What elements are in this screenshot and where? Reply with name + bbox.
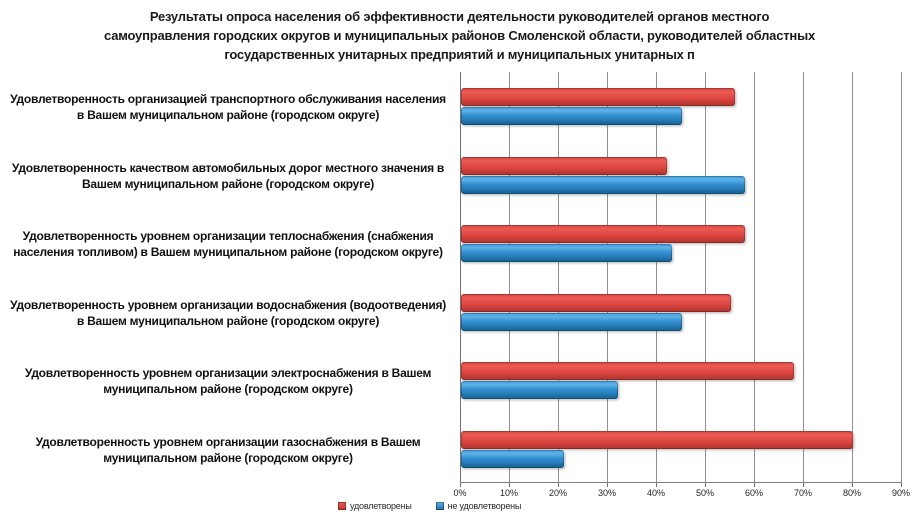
category-label: Удовлетворенность организацией транспортного обслуживания населения в Вашем муниципальном районе (городском округе) [10, 91, 446, 122]
bar-satisfied [461, 294, 731, 312]
gridline [558, 72, 559, 483]
legend-label: не удовлетворены [447, 501, 522, 511]
x-axis-tick-mark [754, 483, 755, 487]
bar-satisfied [461, 362, 794, 380]
bar-unsatisfied [461, 381, 618, 399]
chart-title-line-1: Результаты опроса населения об эффективности деятельности руководителей органов местного [149, 9, 770, 24]
gridline [656, 72, 657, 483]
x-axis-tick-mark [705, 483, 706, 487]
x-axis-tick-mark [607, 483, 608, 487]
category-label: Удовлетворенность уровнем организации газоснабжения в Вашем муниципальном районе (городском округе) [35, 434, 421, 465]
category-label: Удовлетворенность уровнем организации теплоснабжения (снабжения населения топливом) в Вашем муниципальном районе (городском округе) [13, 228, 443, 259]
x-tick-label: 60% [744, 488, 763, 498]
x-tick-label: 0% [453, 488, 467, 498]
bar-unsatisfied [461, 313, 682, 331]
x-axis-tick-mark [901, 483, 902, 487]
legend [338, 501, 521, 511]
gridline [754, 72, 755, 483]
category-label: Удовлетворенность уровнем организации электроснабжения в Вашем муниципальном районе (городском округе) [24, 365, 432, 396]
legend-item [338, 501, 412, 511]
x-axis-tick-mark [509, 483, 510, 487]
x-axis-tick-mark [558, 483, 559, 487]
category-label: Удовлетворенность качеством автомобильных дорог местного значения в Вашем муниципальном районе (городском округе) [11, 160, 445, 191]
x-axis-tick-mark [460, 483, 461, 487]
bar-satisfied [461, 157, 667, 175]
bar-unsatisfied [461, 107, 682, 125]
x-axis-tick-labels [0, 488, 919, 500]
category-label: Удовлетворенность уровнем организации водоснабжения (водоотведения) в Вашем муниципальном районе (городском округе) [10, 297, 446, 328]
x-tick-label: 20% [548, 488, 567, 498]
category-labels-column [0, 72, 456, 483]
x-tick-label: 30% [597, 488, 616, 498]
x-axis-tick-mark [803, 483, 804, 487]
x-tick-label: 80% [842, 488, 861, 498]
chart-title-line-2: самоуправления городских округов и муниципальных районов Смоленской области, руководителей областных [104, 28, 815, 43]
gridline [705, 72, 706, 483]
bar-satisfied [461, 225, 745, 243]
legend-swatch-unsatisfied [436, 502, 444, 510]
chart-title-line-3: государственных унитарных предприятий и муниципальных унитарных п [224, 47, 695, 62]
x-tick-label: 90% [891, 488, 910, 498]
legend-swatch-satisfied [338, 502, 346, 510]
x-axis-tick-mark [852, 483, 853, 487]
gridline [607, 72, 608, 483]
y-axis-line [460, 72, 461, 483]
gridline [803, 72, 804, 483]
bar-unsatisfied [461, 244, 672, 262]
x-tick-label: 40% [646, 488, 665, 498]
legend-label: удовлетворены [350, 501, 412, 511]
bar-satisfied [461, 431, 853, 449]
legend-item [436, 501, 522, 511]
bar-unsatisfied [461, 176, 745, 194]
bar-satisfied [461, 88, 735, 106]
gridline [852, 72, 853, 483]
plot-area [460, 72, 902, 483]
x-axis-tick-mark [656, 483, 657, 487]
x-tick-label: 10% [499, 488, 518, 498]
gridline [509, 72, 510, 483]
bar-unsatisfied [461, 450, 564, 468]
chart-title [0, 7, 919, 64]
x-tick-label: 70% [793, 488, 812, 498]
gridline [901, 72, 902, 483]
x-tick-label: 50% [695, 488, 714, 498]
